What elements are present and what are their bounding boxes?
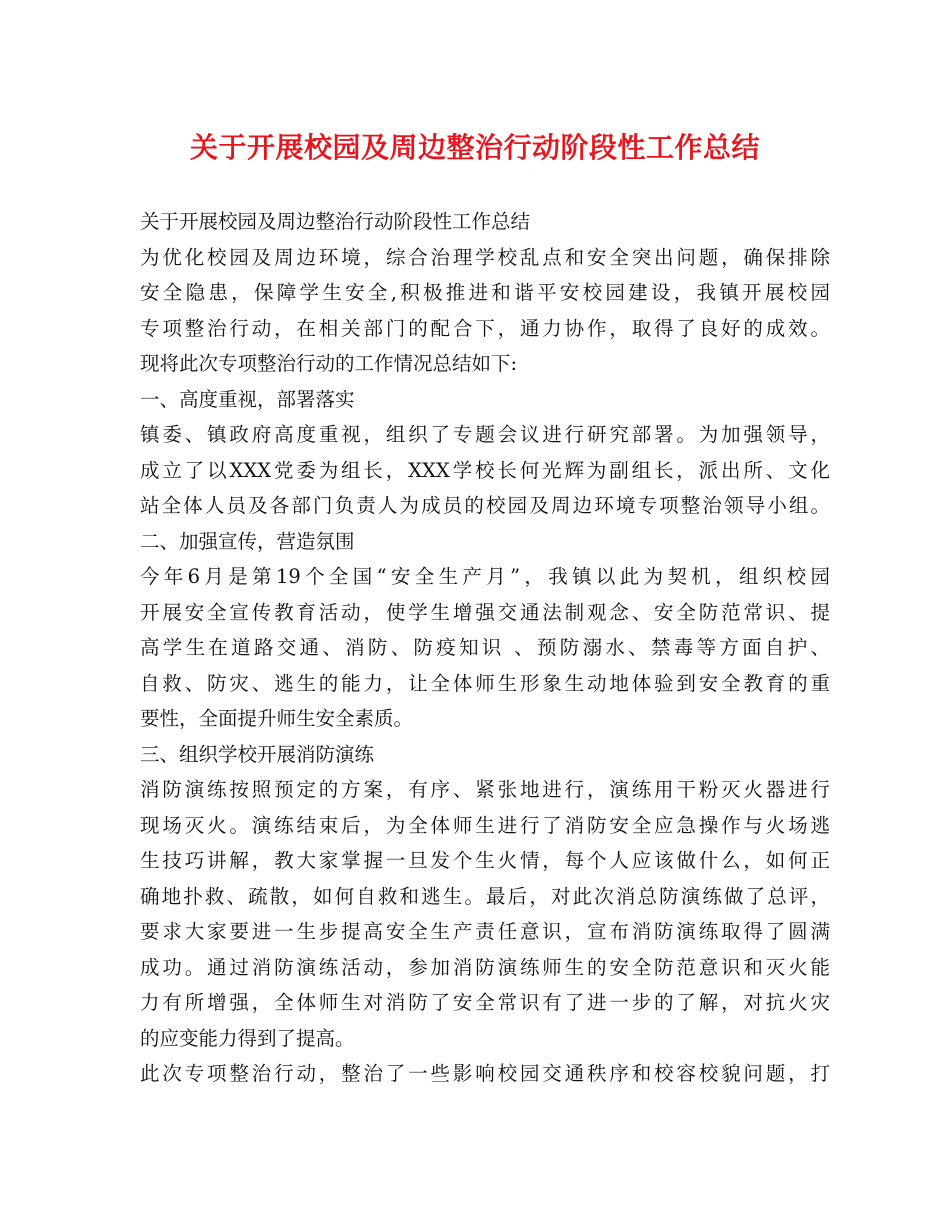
body-line: 站全体人员及各部门负责人为成员的校园及周边环境专项整治领导小组。: [140, 494, 830, 517]
document-body: [140, 204, 830, 1092]
body-line: 力有所增强，全体师生对消防了安全常识有了进一步的了解，对抗火灾: [140, 991, 830, 1014]
body-line: 三、组织学校开展消防演练: [140, 742, 375, 766]
body-line: 成功。通过消防演练活动，参加消防演练师生的安全防范意识和灭火能: [140, 955, 830, 979]
body-line: 安全隐患，保障学生安全,积极推进和谐平安校园建设，我镇开展校园: [140, 281, 830, 304]
body-line: 生技巧讲解，教大家掌握一旦发个生火情，每个人应该做什么，如何正: [140, 849, 830, 872]
body-line: 开展安全宣传教育活动，使学生增强交通法制观念、安全防范常识、提: [140, 600, 830, 624]
body-line: 关于开展校园及周边整治行动阶段性工作总结: [140, 210, 531, 233]
body-line: 镇委、镇政府高度重视，组织了专题会议进行研究部署。为加强领导，: [140, 423, 830, 446]
body-line: 的应变能力得到了提高。: [140, 1026, 355, 1050]
body-line: 今年6月是第19个全国“安全生产月”，我镇以此为契机，组织校园: [140, 565, 830, 588]
body-line: 现将此次专项整治行动的工作情况总结如下:: [140, 352, 518, 375]
body-line: 自救、防灾、逃生的能力，让全体师生形象生动地体验到安全教育的重: [140, 671, 830, 695]
body-line: 消防演练按照预定的方案，有序、紧张地进行，演练用干粉灭火器进行: [140, 778, 830, 801]
body-line: 高学生在道路交通、消防、防疫知识 、预防溺水、禁毒等方面自护、: [140, 636, 830, 659]
body-line: 为优化校园及周边环境，综合治理学校乱点和安全突出问题，确保排除: [140, 245, 830, 269]
body-line: 确地扑救、疏散，如何自救和逃生。最后，对此次消总防演练做了总评，: [140, 884, 830, 908]
body-line: 要性，全面提升师生安全素质。: [140, 707, 414, 730]
body-line: 现场灭火。演练结束后，为全体师生进行了消防安全应急操作与火场逃: [140, 813, 830, 837]
document-title: 关于开展校园及周边整治行动阶段性工作总结: [189, 131, 760, 164]
body-line: 要求大家要进一生步提高安全生产责任意识，宣布消防演练取得了圆满: [140, 920, 830, 943]
body-line: 此次专项整治行动，整治了一些影响校园交通秩序和校容校貌问题，打: [140, 1062, 830, 1085]
body-line: 二、加强宣传，营造氛围: [140, 529, 355, 553]
body-line: 一、高度重视，部署落实: [140, 387, 355, 411]
body-line: 专项整治行动，在相关部门的配合下，通力协作，取得了良好的成效。: [140, 316, 830, 340]
body-line: 成立了以XXX党委为组长，XXX学校长何光辉为副组长，派出所、文化: [140, 458, 830, 482]
